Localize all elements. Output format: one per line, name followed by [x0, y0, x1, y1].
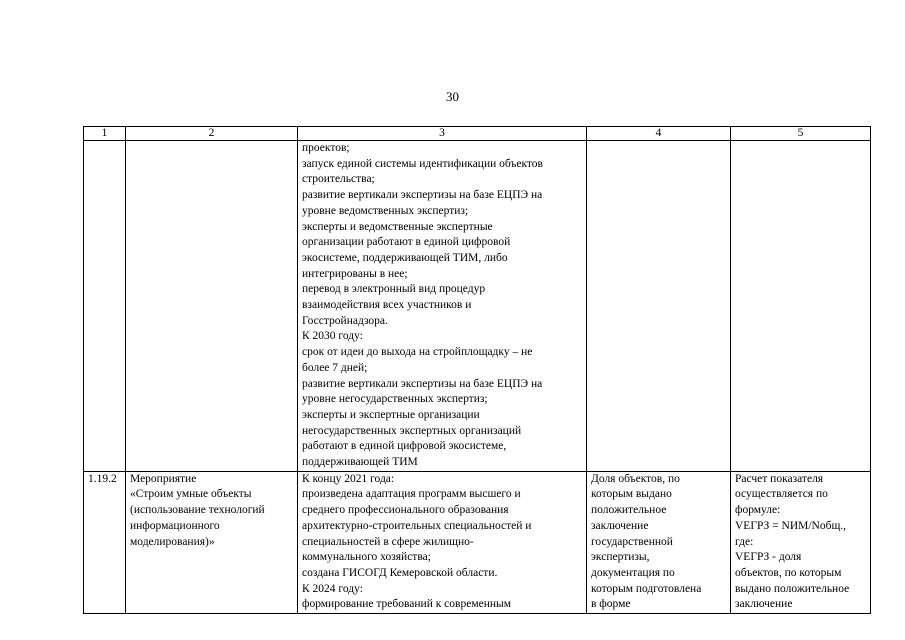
- text-line: осуществляется по: [735, 488, 828, 501]
- text-line: формуле:: [735, 504, 781, 517]
- calculation-lines: [735, 472, 866, 613]
- measure-description-cell: [298, 141, 587, 472]
- text-line: эксперты и экспертные организации: [302, 408, 480, 421]
- text-line: документация по: [591, 566, 675, 579]
- header-col-4: 4: [587, 127, 731, 141]
- text-line: развитие вертикали экспертизы на базе ЕЦПЭ на: [302, 189, 543, 202]
- calculation-cell: [731, 471, 871, 613]
- calculation-cell: [731, 141, 871, 472]
- header-col-1: 1: [84, 127, 126, 141]
- text-line: проектов;: [302, 142, 350, 154]
- text-line: объектов, по которым: [735, 566, 842, 579]
- text-line: работают в единой цифровой экосистеме,: [302, 440, 507, 453]
- text-line: интегрированы в нее;: [302, 267, 408, 280]
- text-line: поддерживающей ТИМ: [302, 456, 418, 469]
- text-line: среднего профессионального образования: [302, 504, 509, 517]
- text-line: К концу 2021 года:: [302, 472, 395, 485]
- description-lines: [302, 141, 582, 471]
- text-line: моделирования)»: [130, 535, 215, 548]
- text-line: Расчет показателя: [735, 472, 824, 485]
- text-line: VЕГРЗ - доля: [735, 551, 802, 564]
- text-line: коммунального хозяйства;: [302, 551, 431, 564]
- text-line: Доля объектов, по: [591, 472, 680, 485]
- text-line: К 2030 году:: [302, 330, 363, 343]
- text-line: (использование технологий: [130, 504, 265, 517]
- text-line: экспертизы,: [591, 551, 650, 564]
- text-line: негосударственных экспертных организаций: [302, 424, 522, 437]
- indicator-cell: [587, 471, 731, 613]
- text-line: К 2024 году:: [302, 582, 363, 595]
- text-line: более 7 дней;: [302, 361, 368, 374]
- text-line: которым выдано: [591, 488, 672, 501]
- text-line: взаимодействия всех участников и: [302, 299, 472, 312]
- text-line: заключение: [591, 519, 649, 532]
- text-line: экосистеме, поддерживающей ТИМ, либо: [302, 251, 508, 264]
- text-line: уровне ведомственных экспертиз;: [302, 204, 469, 217]
- text-line: где:: [735, 535, 754, 548]
- text-line: организации работают в единой цифровой: [302, 236, 511, 249]
- measure-name-lines: [130, 472, 293, 551]
- indicator-cell: [587, 141, 731, 472]
- text-line: «Строим умные объекты: [130, 488, 252, 501]
- text-line: в форме: [591, 598, 631, 611]
- measure-name-cell: [126, 141, 298, 472]
- text-line: запуск единой системы идентификации объектов: [302, 157, 543, 170]
- text-line: Госстройнадзора.: [302, 314, 388, 327]
- text-line: развитие вертикали экспертизы на базе ЕЦПЭ на: [302, 377, 543, 390]
- measure-description-cell: [298, 471, 587, 613]
- text-line: VЕГРЗ = NИМ/Nобщ.,: [735, 519, 847, 532]
- text-line: архитектурно-строительных специальностей и: [302, 519, 532, 532]
- text-line: специальностей в сфере жилищно-: [302, 535, 474, 548]
- text-line: которым подготовлена: [591, 582, 702, 595]
- measure-name-cell: [126, 471, 298, 613]
- text-line: выдано положительное: [735, 582, 850, 595]
- header-col-2: 2: [126, 127, 298, 141]
- text-line: произведена адаптация программ высшего и: [302, 488, 521, 501]
- row-number-cell: [84, 141, 126, 472]
- page-number: 30: [446, 89, 459, 104]
- text-line: уровне негосударственных экспертиз;: [302, 393, 488, 406]
- text-line: государственной: [591, 535, 673, 548]
- description-lines: [302, 472, 582, 613]
- row-number-cell: 1.19.2: [84, 471, 126, 613]
- text-line: Мероприятие: [130, 472, 197, 485]
- header-col-5: 5: [731, 127, 871, 141]
- header-col-3: 3: [298, 127, 587, 141]
- text-line: положительное: [591, 504, 667, 517]
- indicator-lines: [591, 472, 726, 613]
- text-line: строительства;: [302, 173, 375, 186]
- text-line: срок от идеи до выхода на стройплощадку – не: [302, 346, 533, 359]
- table-header-row: [84, 127, 871, 141]
- table-row-continuation: [84, 141, 871, 472]
- table-row-1-19-2: [84, 471, 871, 613]
- text-line: перевод в электронный вид процедур: [302, 283, 486, 296]
- text-line: информационного: [130, 519, 220, 532]
- measures-table: [83, 126, 871, 614]
- text-line: формирование требований к современным: [302, 598, 512, 611]
- text-line: создана ГИСОГД Кемеровской области.: [302, 566, 498, 579]
- text-line: эксперты и ведомственные экспертные: [302, 220, 493, 233]
- text-line: заключение: [735, 598, 793, 611]
